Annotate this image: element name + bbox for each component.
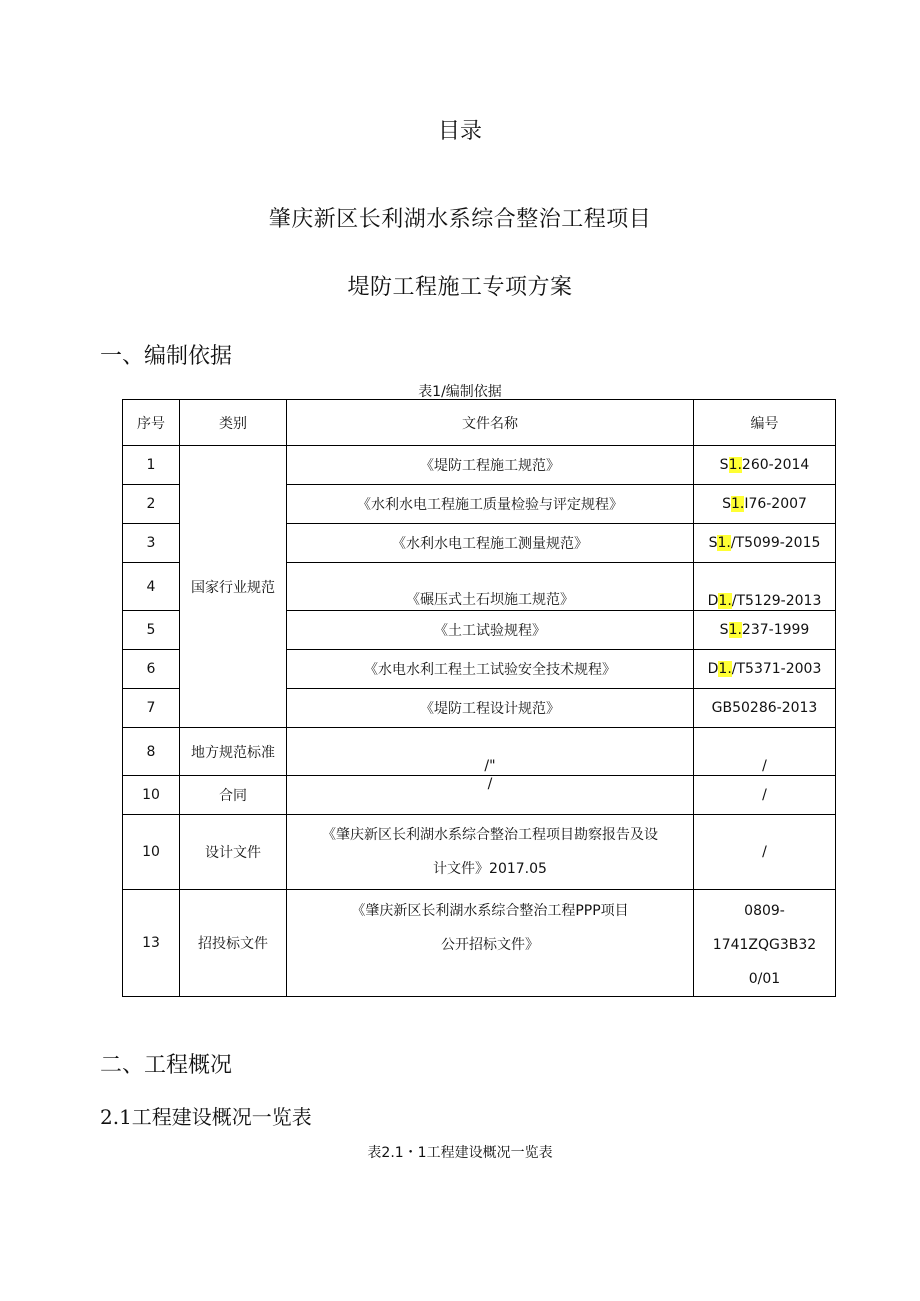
code-prefix: S bbox=[722, 496, 731, 512]
header-category: 类别 bbox=[180, 400, 287, 446]
code-prefix: D bbox=[707, 593, 719, 609]
code-highlight: 1. bbox=[718, 661, 732, 677]
row-doc-name bbox=[287, 890, 694, 997]
header-doc-name: 文件名称 bbox=[287, 400, 694, 446]
row-no: 4 bbox=[123, 563, 180, 611]
row-code: / bbox=[694, 728, 836, 776]
category-national: 国家行业规范 bbox=[180, 446, 287, 728]
code-highlight: 1. bbox=[728, 457, 742, 473]
table-header-row bbox=[123, 400, 836, 446]
row-code bbox=[694, 650, 836, 689]
row-code bbox=[694, 524, 836, 563]
code-rest: 260-2014 bbox=[741, 457, 810, 473]
row-code: / bbox=[694, 776, 836, 815]
row-no: 10 bbox=[123, 815, 180, 890]
row-doc-name bbox=[287, 815, 694, 890]
row-doc-name: 《碾压式土石坝施工规范》 bbox=[287, 563, 694, 611]
section-heading-overview: 二、工程概况 bbox=[100, 1053, 233, 1078]
row-no: 13 bbox=[123, 890, 180, 997]
row-doc-name: 《堤防工程施工规范》 bbox=[287, 446, 694, 485]
row-code bbox=[694, 611, 836, 650]
code-highlight: 1. bbox=[717, 535, 731, 551]
row-no: 10 bbox=[123, 776, 180, 815]
project-title: 肇庆新区长利湖水系综合整治工程项目 bbox=[268, 207, 652, 232]
doc-name-line2: 计文件》2017.05 bbox=[433, 861, 547, 877]
code-prefix: D bbox=[707, 661, 719, 677]
row-doc-name: 《水利水电工程施工质量检验与评定规程》 bbox=[287, 485, 694, 524]
table-row bbox=[123, 815, 836, 890]
row-code bbox=[694, 446, 836, 485]
row-code bbox=[694, 563, 836, 611]
row-code: GB50286-2013 bbox=[694, 689, 836, 728]
row-no: 5 bbox=[123, 611, 180, 650]
doc-name-line1: 《肇庆新区长利湖水系综合整治工程项目勘察报告及设 bbox=[322, 827, 658, 843]
code-highlight: 1. bbox=[728, 622, 742, 638]
row-doc-name: / bbox=[287, 776, 694, 815]
table-row bbox=[123, 890, 836, 997]
row-no: 2 bbox=[123, 485, 180, 524]
section-heading-basis: 一、编制依据 bbox=[100, 344, 233, 369]
plan-subtitle: 堤防工程施工专项方案 bbox=[347, 275, 573, 300]
code-highlight: 1. bbox=[718, 593, 732, 609]
row-category: 设计文件 bbox=[180, 815, 287, 890]
header-code: 编号 bbox=[694, 400, 836, 446]
row-category: 招投标文件 bbox=[180, 890, 287, 997]
code-highlight: 1. bbox=[730, 496, 745, 512]
doc-name-line2: 公开招标文件》 bbox=[441, 937, 539, 953]
code-rest: /T5371-2003 bbox=[731, 661, 822, 677]
row-no: 3 bbox=[123, 524, 180, 563]
code-rest: I76-2007 bbox=[744, 496, 807, 512]
code-line1: 0809-1741ZQG3B32 bbox=[712, 903, 817, 953]
row-no: 6 bbox=[123, 650, 180, 689]
table-row bbox=[123, 446, 836, 485]
row-category: 合同 bbox=[180, 776, 287, 815]
table-row bbox=[123, 728, 836, 776]
code-rest: /T5099-2015 bbox=[730, 535, 821, 551]
row-code bbox=[694, 485, 836, 524]
header-no: 序号 bbox=[123, 400, 180, 446]
toc-title: 目录 bbox=[437, 119, 482, 144]
table2-caption: 表2.1・1工程建设概况一览表 bbox=[367, 1145, 553, 1161]
code-prefix: S bbox=[719, 457, 729, 473]
code-line2: 0/01 bbox=[748, 971, 781, 987]
table-row bbox=[123, 776, 836, 815]
table1-caption: 表1/编制依据 bbox=[418, 384, 502, 400]
code-prefix: S bbox=[708, 535, 718, 551]
row-doc-name: 《堤防工程设计规范》 bbox=[287, 689, 694, 728]
row-doc-name: /" bbox=[287, 728, 694, 776]
row-category: 地方规范标准 bbox=[180, 728, 287, 776]
code-prefix: S bbox=[719, 622, 729, 638]
row-doc-name: 《水利水电工程施工测量规范》 bbox=[287, 524, 694, 563]
row-doc-name: 《土工试验规程》 bbox=[287, 611, 694, 650]
row-code: / bbox=[694, 815, 836, 890]
row-code bbox=[694, 890, 836, 997]
row-no: 7 bbox=[123, 689, 180, 728]
basis-table bbox=[122, 399, 836, 997]
row-no: 8 bbox=[123, 728, 180, 776]
row-no: 1 bbox=[123, 446, 180, 485]
code-rest: 237-1999 bbox=[741, 622, 810, 638]
code-rest: /T5129-2013 bbox=[731, 593, 822, 609]
row-doc-name: 《水电水利工程土工试验安全技术规程》 bbox=[287, 650, 694, 689]
doc-name-line1: 《肇庆新区长利湖水系综合整治工程PPP项目 bbox=[351, 903, 629, 919]
subsection-heading: 2.1工程建设概况一览表 bbox=[100, 1105, 312, 1129]
